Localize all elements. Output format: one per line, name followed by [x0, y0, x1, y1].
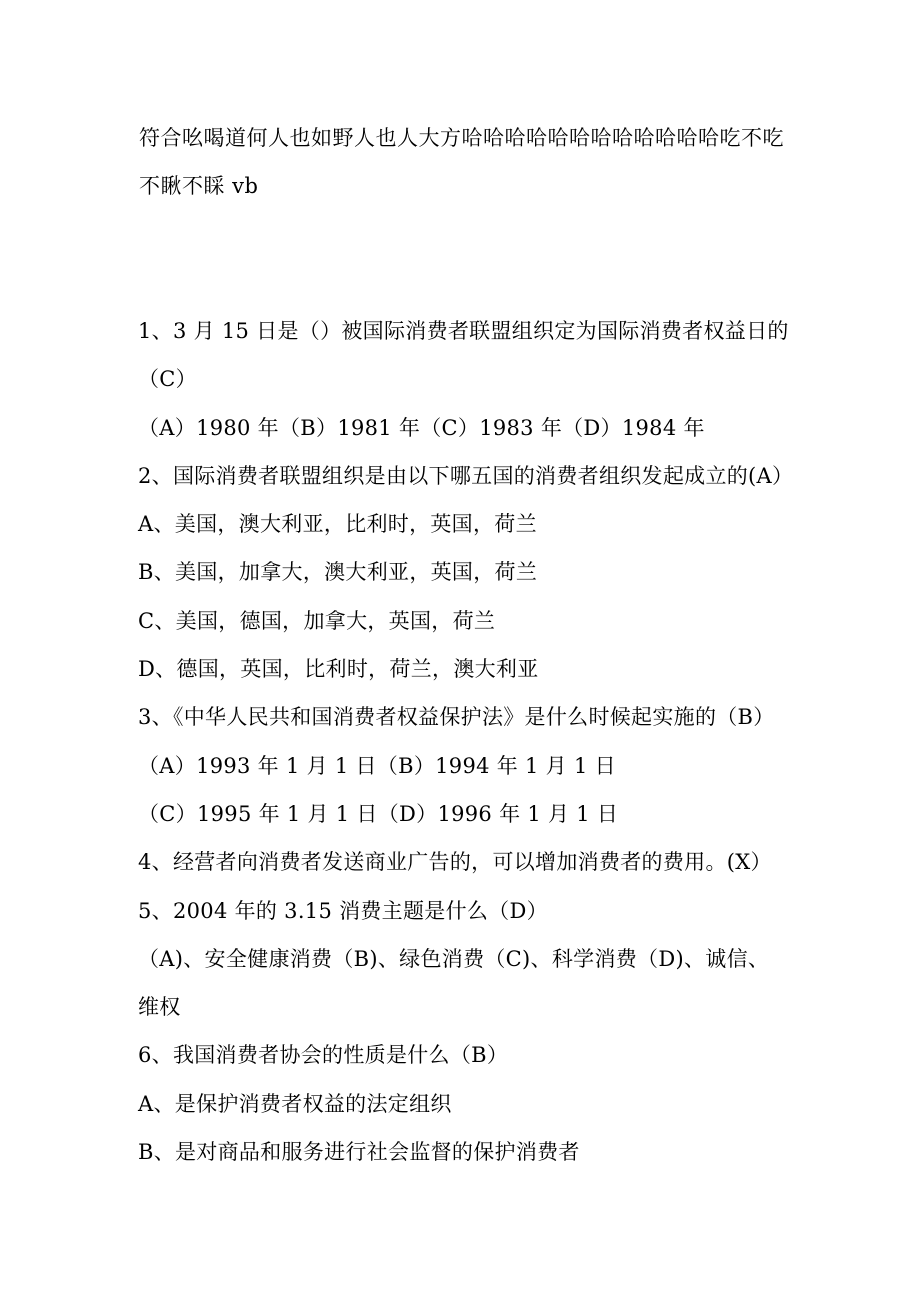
question-3-options-cd: （C）1995 年 1 月 1 日（D）1996 年 1 月 1 日: [138, 801, 619, 826]
question-2-option-b: B、美国，加拿大，澳大利亚，英国，荷兰: [138, 560, 538, 585]
question-2-option-a: A、美国，澳大利亚，比利时，英国，荷兰: [138, 512, 537, 537]
question-6-option-b: B、是对商品和服务进行社会监督的保护消费者: [138, 1140, 580, 1165]
question-4-stem: 4、经营者向消费者发送商业广告的，可以增加消费者的费用。(X）: [138, 850, 772, 875]
question-list: [138, 307, 798, 1176]
question-6-stem: 6、我国消费者协会的性质是什么（B）: [138, 1043, 509, 1068]
question-1-answer: （C）: [138, 367, 197, 392]
question-3-stem: 3、《中华人民共和国消费者权益保护法》是什么时候起实施的（B）: [138, 705, 775, 730]
question-2-stem: 2、国际消费者联盟组织是由以下哪五国的消费者组织发起成立的(A）: [138, 463, 794, 488]
question-5-options-cont: 维权: [138, 995, 181, 1020]
question-5-options: （A)、安全健康消费（B)、绿色消费（C)、科学消费（D)、诚信、: [138, 946, 770, 971]
intro-paragraph: 符合吆喝道何人也如野人也人大方哈哈哈哈哈哈哈哈哈哈哈哈吃不吃不瞅不睬 vb: [139, 126, 784, 198]
question-3-options-ab: （A）1993 年 1 月 1 日（B）1994 年 1 月 1 日: [138, 753, 616, 778]
question-2-option-c: C、美国，德国，加拿大，英国，荷兰: [138, 608, 496, 633]
question-2-option-d: D、德国，英国，比利时，荷兰，澳大利亚: [138, 657, 539, 682]
question-1-stem: 1、3 月 15 日是（）被国际消费者联盟组织定为国际消费者权益日的: [138, 319, 789, 343]
question-1-options: （A）1980 年（B）1981 年（C）1983 年（D）1984 年: [138, 415, 705, 440]
question-5-stem: 5、2004 年的 3.15 消费主题是什么（D）: [138, 898, 548, 923]
question-6-option-a: A、是保护消费者权益的法定组织: [138, 1091, 452, 1116]
